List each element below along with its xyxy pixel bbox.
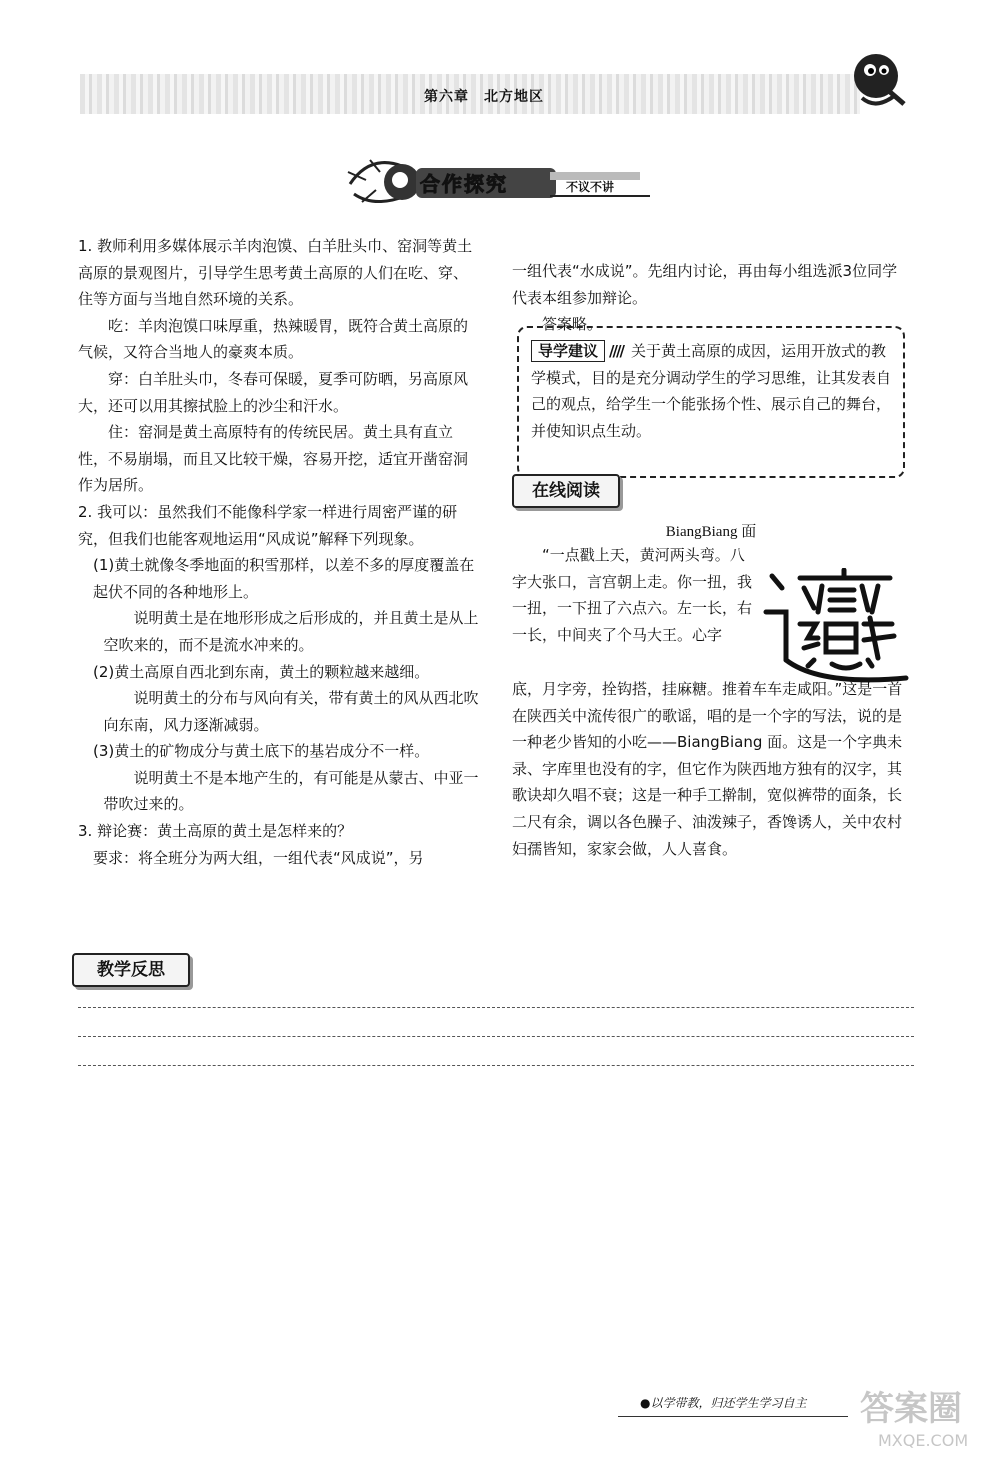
watermark-logo <box>856 1380 976 1452</box>
question-3: 3. 辩论赛：黄土高原的黄土是怎样来的？ <box>78 822 353 841</box>
question-2: 2. 我可以：虽然我们不能像科学家一样进行周密严谨的研究，但我们也能客观地运用“风成说”解释下列现象。 <box>78 502 458 548</box>
answer-2-3: 说明黄土不是本地产生的，有可能是从蒙古、中亚一带吹过来的。 <box>103 768 479 814</box>
question-3-continued: 一组代表“水成说”。先组内讨论，再由每小组选派3位同学代表本组参加辩论。 <box>512 262 898 307</box>
article-title: BiangBiang 面 <box>665 524 757 540</box>
reflection-line-1 <box>78 1007 914 1008</box>
question-1: 1. 教师利用多媒体展示羊肉泡馍、白羊肚头巾、窑洞等黄土高原的景观图片，引导学生思考黄土高原的人们在吃、穿、住等方面与当地自然环境的关系。 <box>78 237 473 309</box>
answer-live: 住：窑洞是黄土高原特有的传统民居。黄土具有直立性，不易崩塌，而且又比较干燥，容易开挖，适宜开凿窑洞作为居所。 <box>78 423 469 495</box>
answer-3: 答案略。 <box>542 315 603 334</box>
study-tip-box <box>517 326 905 478</box>
tip-label: 导学建议 <box>531 340 605 362</box>
answer-2-2: 说明黄土的分布与风向有关，带有黄土的风从西北吹向东南，风力逐渐减弱。 <box>103 689 479 734</box>
left-column <box>78 233 480 871</box>
reflection-line-2 <box>78 1036 914 1037</box>
chapter-title: 第六章 北方地区 <box>424 89 544 105</box>
teaching-reflection-label: 教学反思 <box>72 953 190 987</box>
footer-slogan: ●以学带教，归还学生学习自主 <box>640 1396 807 1410</box>
article-wrapped-text: “一点戳上天，黄河两头弯。八字大张口，言宫朝上走。你一扭，我一扭，一下扭了六点六。左一长，右一长，中间夹了个马大王。心字 <box>512 546 753 644</box>
article-body: 底，月字旁，拴钩搭，挂麻糖。推着车车走咸阳。”这是一首在陕西关中流传很广的歌谣，唱的是一个字的写法，说的是一种老少皆知的小吃——BiangBiang 面。这是一个字典未录、字库里也没有的字，但它作为陕西地方独有的汉字，其歌诀却久唱不衰；这是一种手工擀制，宽似裤带的面条，长二尺有余，调以各色臊子、油泼辣子，香馋诱人，关中农村妇孺皆知，家家会做，人人喜食。 <box>512 680 903 858</box>
online-reading-label: 在线阅读 <box>512 474 620 508</box>
answer-eat: 吃：羊肉泡馍口味厚重，热辣暖胃，既符合黄土高原的气候，又符合当地人的豪爽本质。 <box>78 316 469 362</box>
question-2-2: (2)黄土高原自西北到东南，黄土的颗粒越来越细。 <box>93 662 430 681</box>
section-title: 合作探究 <box>420 172 508 196</box>
svg-text:MXQE.COM: MXQE.COM <box>878 1431 969 1450</box>
section-subtitle: 不议不讲 <box>566 180 615 194</box>
answer-2-1: 说明黄土是在地形形成之后形成的，并且黄土是从上空吹来的，而不是流水冲来的。 <box>103 609 479 654</box>
tip-slash-decoration: //// <box>609 342 623 360</box>
question-3-requirement: 要求：将全班分为两大组，一组代表“风成说”，另 <box>93 848 424 867</box>
reflection-line-3 <box>78 1065 914 1066</box>
footer-divider <box>618 1416 848 1417</box>
tip-text: 关于黄土高原的成因，运用开放式的教学模式，目的是充分调动学生的学习思维，让其发表自己的观点，给学生一个能张扬个性、展示自己的舞台，并使知识点生动。 <box>531 342 892 440</box>
answer-wear: 穿：白羊肚头巾，冬春可保暖，夏季可防晒，另高原风大，还可以用其擦拭脸上的沙尘和汗水。 <box>78 369 469 415</box>
mascot-icon <box>846 48 912 114</box>
question-2-1: (1)黄土就像冬季地面的积雪那样，以差不多的厚度覆盖在起伏不同的各种地形上。 <box>93 556 475 601</box>
svg-text:答案圈: 答案圈 <box>860 1389 962 1429</box>
question-2-3: (3)黄土的矿物成分与黄土底下的基岩成分不一样。 <box>93 742 430 761</box>
